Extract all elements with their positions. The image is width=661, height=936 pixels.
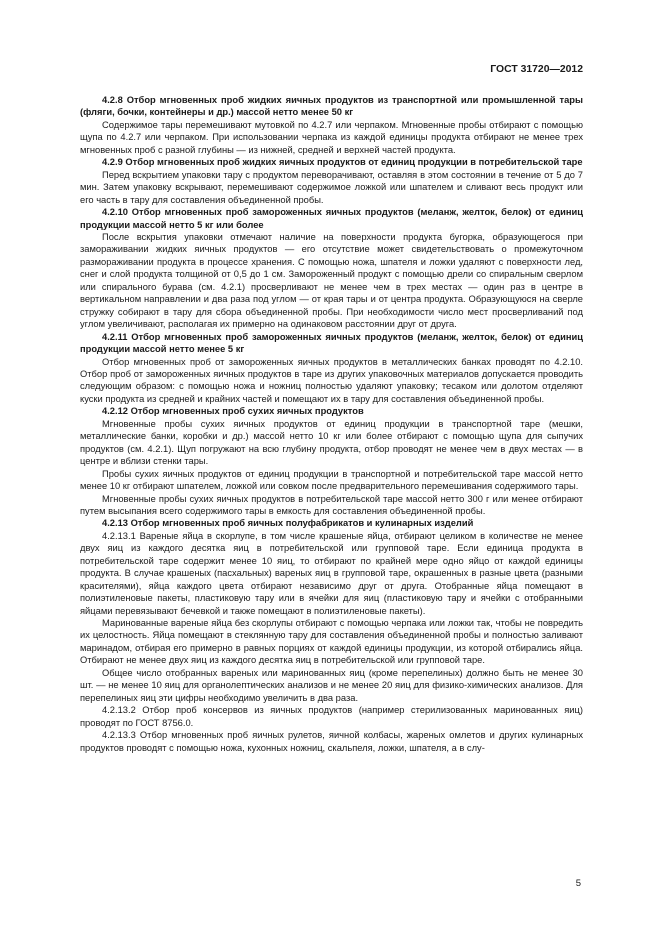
body-paragraph: Пробы сухих яичных продуктов от единиц продукции в транспортной и потребительской таре массой нетто менее 10 кг отбирают шпателем, ложкой или совком после предварительного перемешивания содержимого тары. (80, 468, 583, 492)
body-paragraph: 4.2.13.1 Вареные яйца в скорлупе, в том числе крашеные яйца, отбирают целиком в количестве не менее двух яиц из каждого десятка яиц в потребительской или групповой таре. Если единица продукта в потребительской таре содержит менее 10 яиц, то отбирают по крайней мере одно яйцо от каждой единицы продукта. В случае крашеных (пасхальных) вареных яиц в групповой таре, окрашенных в разные цвета (разными красителями), яйца каждого цвета отбирают независимо друг от друга. Отобранные яйца помещают в полиэтиленовые пакеты, пластиковую тару или в ячейки для яиц (пластиковую тару и ячейки с отобранными яйцами перевязывают бечевкой и также помещают в полиэтиленовые пакеты). (80, 530, 583, 616)
page-number: 5 (575, 878, 581, 889)
body-paragraph: Содержимое тары перемешивают мутовкой по 4.2.7 или черпаком. Мгновенные пробы отбирают с помощью щупа по 4.2.7 или черпаком. При использовании черпака из каждой единицы продукта отбирают не менее трех мгновенных проб с разной глубины — из нижней, средней и верхней частей продукта. (80, 119, 583, 155)
body-paragraph: Отбор мгновенных проб от замороженных яичных продуктов в металлических банках проводят по 4.2.10. Отбор проб от замороженных яичных продуктов в таре из других упаковочных материалов допускается проводить следующим образом: с помощью ножа и ножниц полностью удаляют упаковку; тесаком или долотом отделяют куски продукта из средней и крайних частей и помещают их в тару для составления объединенной пробы. (80, 356, 583, 404)
body-paragraph: Перед вскрытием упаковки тару с продуктом переворачивают, оставляя в этом состоянии в течение от 5 до 7 мин. Затем упаковку вскрывают, перемешивают содержимое ложкой или шпателем и сливают весь продукт или его часть в тару для составления объединенной пробы. (80, 169, 583, 205)
section-heading: 4.2.8 Отбор мгновенных проб жидких яичных продуктов из транспортной или промышленной тары (фляги, бочки, контейнеры и др.) массой нетто менее 50 кг (80, 95, 583, 118)
body-paragraph: После вскрытия упаковки отмечают наличие на поверхности продукта бугорка, образующегося при замораживании жидких яичных продуктов — его отсутствие может свидетельствовать о промежуточном размораживании продукта в процессе хранения. С помощью ножа, шпателя и ложки удаляют с поверхности лед, снег и слой продукта толщиной от 0,5 до 1 см. Замороженный продукт с помощью дрели со спиральным сверлом или спирального бурава (см. 4.2.1) просверливают не менее чем в трех местах — один раз в центре в вертикальном направлении и два раза под углом — от края тары и от центра продукта. Образующуюся на сверле стружку собирают в тару для сбора объединенной пробы. При необходимости число мест просверливаний под углом увеличивают, располагая их примерно на одинаковом расстоянии друг от друга. (80, 231, 583, 330)
document-body (80, 94, 583, 754)
section-heading: 4.2.10 Отбор мгновенных проб замороженных яичных продуктов (меланж, желток, белок) от единиц продукции массой нетто 5 кг или более (80, 207, 583, 230)
section-heading: 4.2.13 Отбор мгновенных проб яичных полуфабрикатов и кулинарных изделий (102, 518, 474, 529)
body-paragraph: Мгновенные пробы сухих яичных продуктов от единиц продукции в транспортной таре (мешки, металлические банки, коробки и др.) массой нетто 10 кг или более отбирают с помощью щупа для сыпучих продуктов (см. 4.2.1). Щуп погружают на всю глубину продукта, отбор проводят не менее чем в двух местах — в центре и вблизи стенки тары. (80, 418, 583, 467)
body-paragraph: Общее число отобранных вареных или маринованных яиц (кроме перепелиных) должно быть не менее 30 шт. — не менее 10 яиц для органолептических анализов и не менее 20 яиц для физико-химических анализов. Для перепелиных яиц эти цифры необходимо увеличить в два раза. (80, 667, 583, 703)
section-heading: 4.2.12 Отбор мгновенных проб сухих яичных продуктов (102, 406, 364, 417)
body-paragraph: 4.2.13.3 Отбор мгновенных проб яичных рулетов, яичной колбасы, жареных омлетов и других кулинарных продуктов проводят с помощью ножа, кухонных ножниц, скальпеля, ложки, шпателя, а в слу- (80, 730, 583, 753)
standard-code-header: ГОСТ 31720—2012 (490, 64, 583, 75)
body-paragraph: Мгновенные пробы сухих яичных продуктов в потребительской таре массой нетто 300 г или менее отбирают путем высыпания всего содержимого тары в емкость для составления объединенной пробы. (80, 493, 583, 516)
body-paragraph: 4.2.13.2 Отбор проб консервов из яичных продуктов (например стерилизованных маринованных яиц) проводят по ГОСТ 8756.0. (80, 705, 583, 728)
body-paragraph: Маринованные вареные яйца без скорлупы отбирают с помощью черпака или ложки так, чтобы не повредить их целостность. Яйца помещают в стеклянную тару для составления объединенной пробы и полностью заливают маринадом, отбирая его примерно в равных порциях от каждой единицы продукции, из которой отбирались яйца. Отбирают не менее двух яиц из каждого десятка яиц в потребительской или групповой таре. (80, 618, 583, 666)
section-heading: 4.2.9 Отбор мгновенных проб жидких яичных продуктов от единиц продукции в потребительской таре (102, 157, 583, 168)
section-heading: 4.2.11 Отбор мгновенных проб замороженных яичных продуктов (меланж, желток, белок) от единиц продукции массой нетто менее 5 кг (80, 331, 583, 355)
